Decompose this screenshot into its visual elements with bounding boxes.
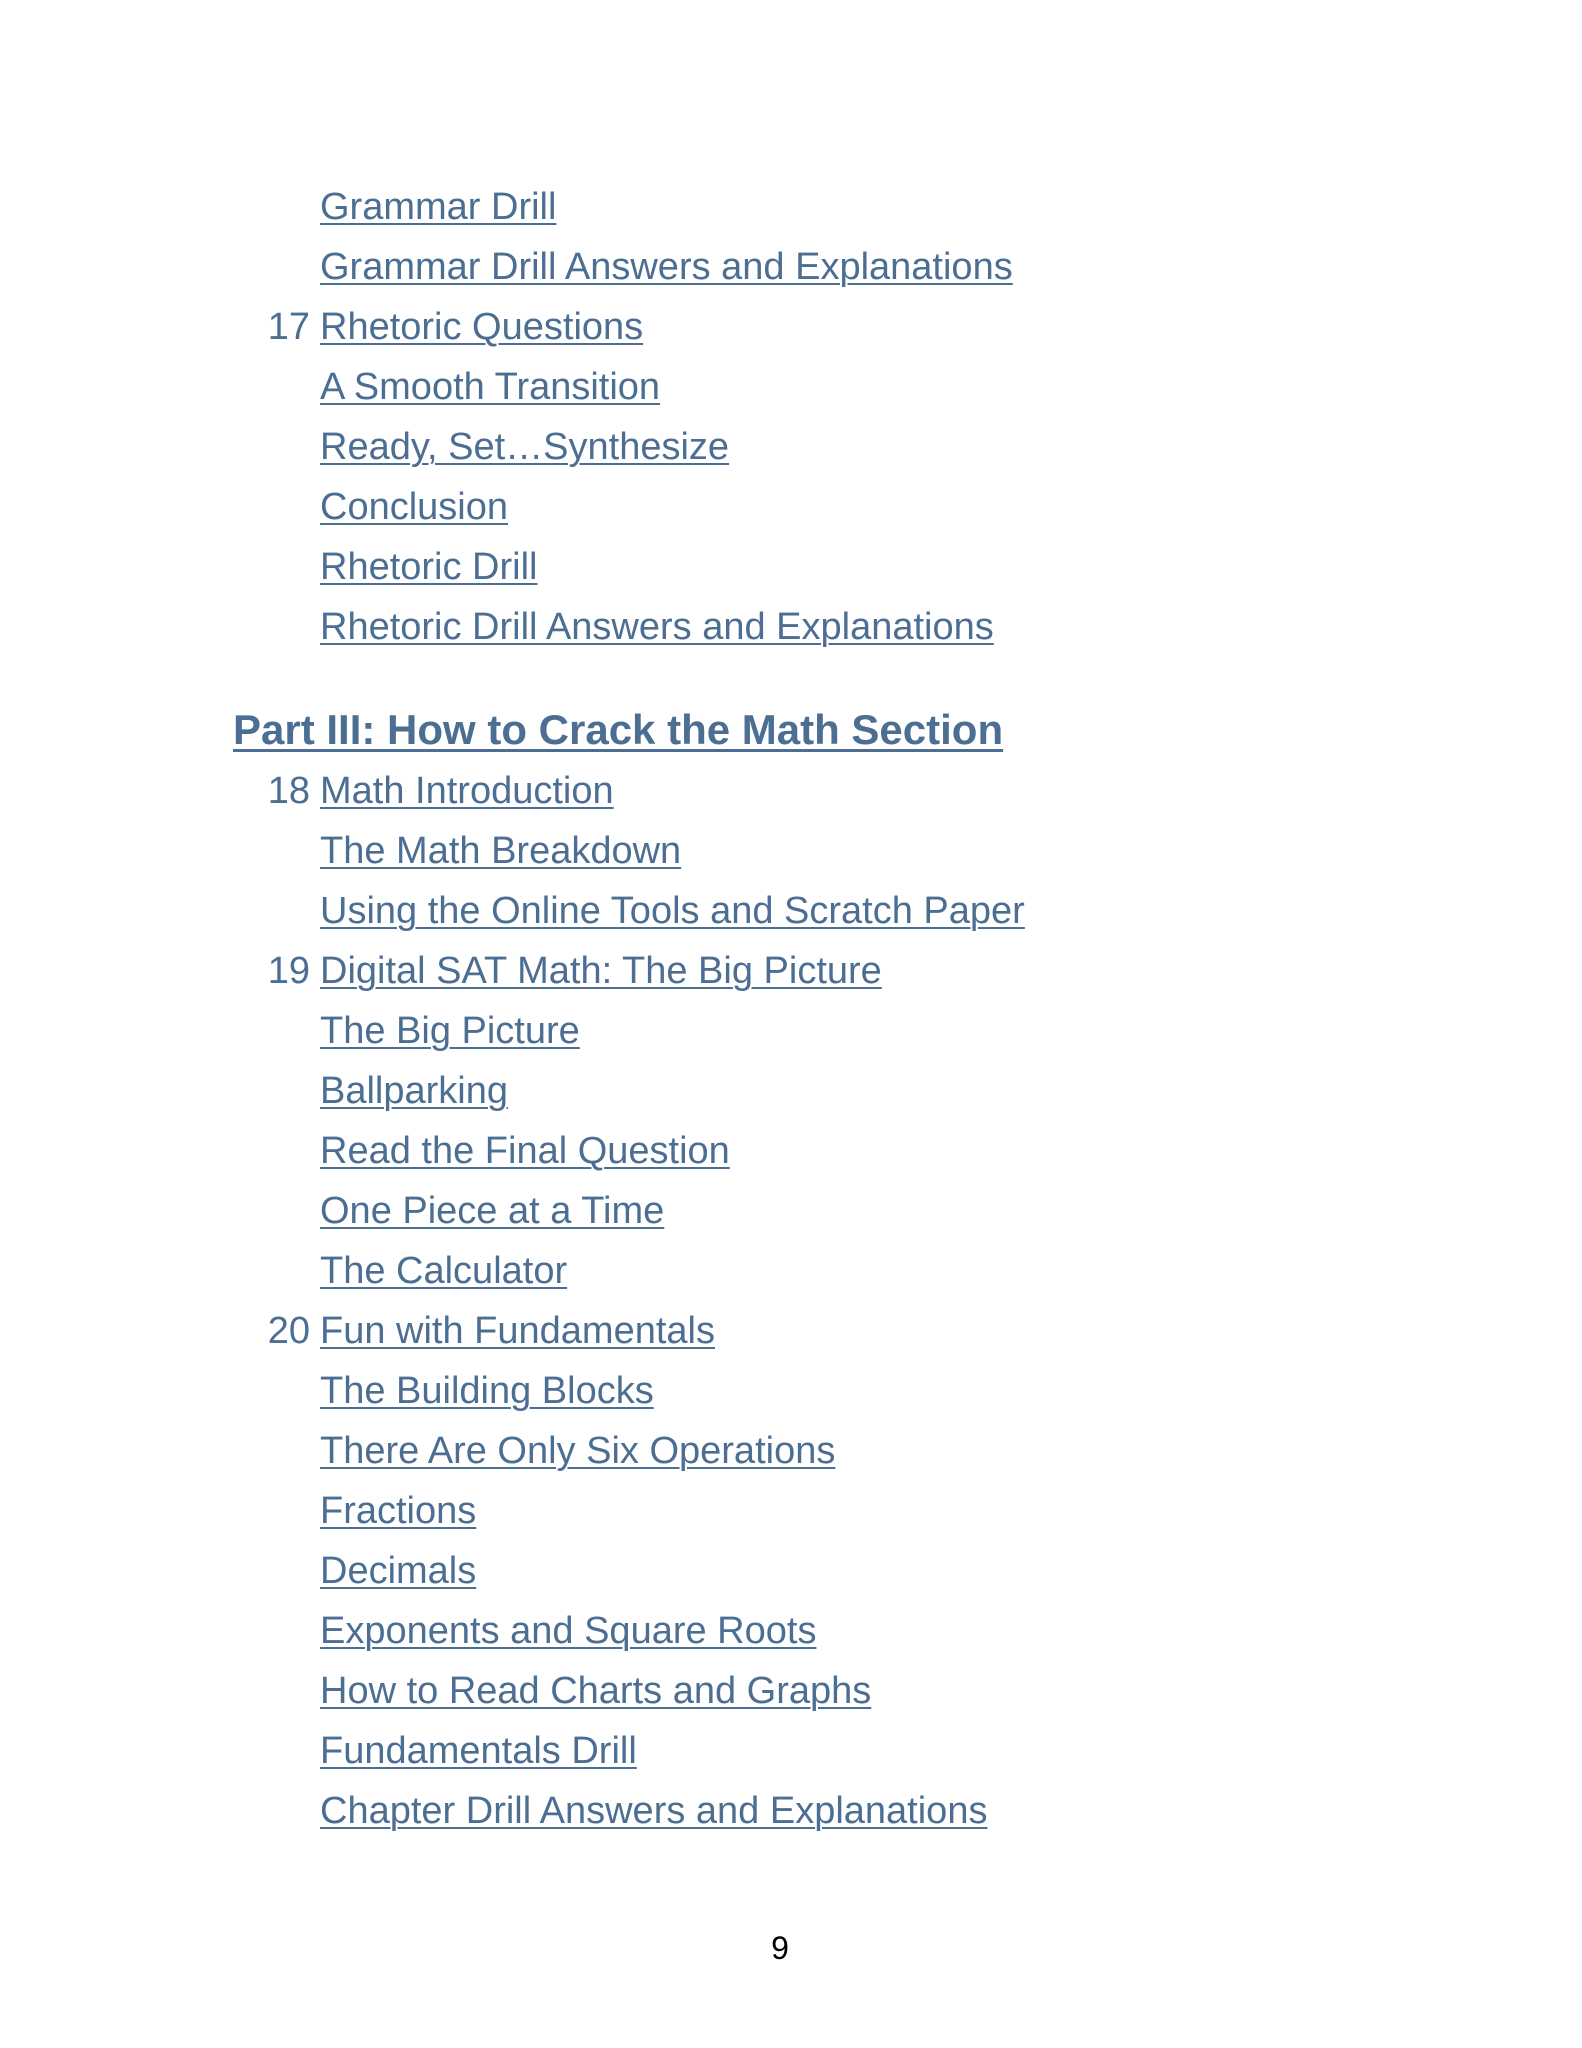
toc-link-online-tools[interactable]: Using the Online Tools and Scratch Paper bbox=[320, 890, 1025, 932]
chapter-number: 19 bbox=[267, 950, 310, 992]
toc-link-big-picture[interactable]: The Big Picture bbox=[320, 1010, 580, 1052]
toc-link-conclusion[interactable]: Conclusion bbox=[320, 486, 508, 528]
toc-link-grammar-drill[interactable]: Grammar Drill bbox=[320, 186, 557, 228]
toc-link-rhetoric-questions[interactable]: Rhetoric Questions bbox=[320, 306, 644, 348]
toc-link-decimals[interactable]: Decimals bbox=[320, 1550, 477, 1592]
toc-link-one-piece-at-a-time[interactable]: One Piece at a Time bbox=[320, 1190, 665, 1232]
toc-link-calculator[interactable]: The Calculator bbox=[320, 1250, 568, 1292]
page-number: 9 bbox=[771, 1930, 789, 1966]
toc-link-fundamentals-drill[interactable]: Fundamentals Drill bbox=[320, 1730, 637, 1772]
toc-link-rhetoric-drill[interactable]: Rhetoric Drill bbox=[320, 546, 538, 588]
toc-link-charts-and-graphs[interactable]: How to Read Charts and Graphs bbox=[320, 1670, 872, 1712]
toc-link-ballparking[interactable]: Ballparking bbox=[320, 1070, 508, 1112]
toc-link-ready-set-synthesize[interactable]: Ready, Set…Synthesize bbox=[320, 426, 730, 468]
toc-link-math-introduction[interactable]: Math Introduction bbox=[320, 770, 614, 812]
toc-link-exponents-square-roots[interactable]: Exponents and Square Roots bbox=[320, 1610, 817, 1652]
part-heading-math[interactable]: Part III: How to Crack the Math Section bbox=[233, 706, 1004, 753]
toc-link-read-final-question[interactable]: Read the Final Question bbox=[320, 1130, 730, 1172]
toc-link-rhetoric-drill-answers[interactable]: Rhetoric Drill Answers and Explanations bbox=[320, 606, 994, 648]
toc-link-math-breakdown[interactable]: The Math Breakdown bbox=[320, 830, 682, 872]
toc-link-building-blocks[interactable]: The Building Blocks bbox=[320, 1370, 654, 1412]
toc-link-chapter-drill-answers[interactable]: Chapter Drill Answers and Explanations bbox=[320, 1790, 988, 1832]
chapter-number: 20 bbox=[267, 1310, 310, 1352]
chapter-number: 17 bbox=[267, 306, 310, 348]
toc-link-grammar-drill-answers[interactable]: Grammar Drill Answers and Explanations bbox=[320, 246, 1013, 288]
toc-link-smooth-transition[interactable]: A Smooth Transition bbox=[320, 366, 661, 408]
toc-link-digital-sat-math[interactable]: Digital SAT Math: The Big Picture bbox=[320, 950, 882, 992]
chapter-number: 18 bbox=[267, 770, 310, 812]
toc-link-fun-with-fundamentals[interactable]: Fun with Fundamentals bbox=[320, 1310, 715, 1352]
toc-link-six-operations[interactable]: There Are Only Six Operations bbox=[320, 1430, 836, 1472]
toc-link-fractions[interactable]: Fractions bbox=[320, 1490, 477, 1532]
